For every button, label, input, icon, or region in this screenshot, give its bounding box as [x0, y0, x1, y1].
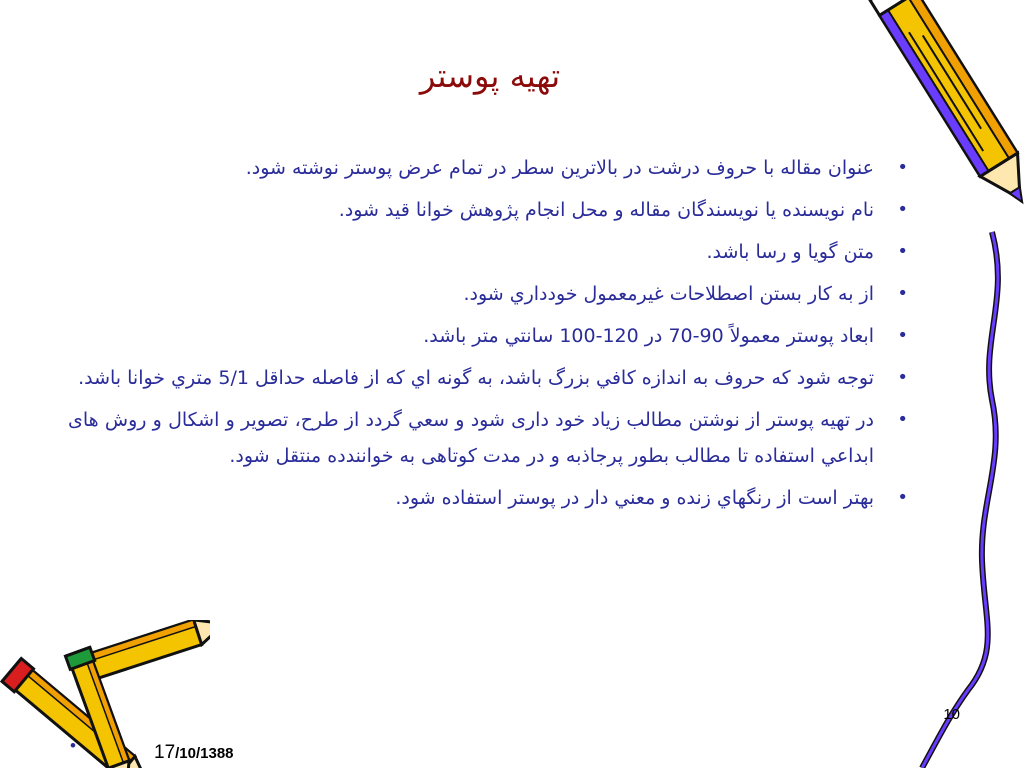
- bullet-marker: •: [897, 241, 908, 262]
- bullet-marker: •: [897, 487, 908, 508]
- bullet-marker: •: [897, 367, 908, 388]
- bullet-marker: •: [897, 409, 908, 430]
- bullet-item: [68, 276, 914, 312]
- bullet-item: [68, 192, 914, 228]
- bullet-marker: •: [897, 157, 908, 178]
- bullet-list: [68, 150, 914, 522]
- bullet-item: [68, 234, 914, 270]
- bullet-item: [68, 360, 914, 396]
- bullet-marker: •: [897, 283, 908, 304]
- bullet-text: در تهيه پوستر از نوشتن مطالب زياد خود داری شود و سعي گردد از طرح، تصوير و اشكال و روش های ابداعي استفاده تا مطالب بطور پرجاذبه و در مدت كوتاهی به خوانندده منتقل شود.: [68, 409, 874, 467]
- slide-title: تهيه پوستر: [419, 57, 561, 95]
- bullet-text: ابعاد پوستر معمولاً 90-70 در 120-100 سانتي متر باشد.: [423, 325, 874, 347]
- page-number: 10: [943, 706, 960, 723]
- bullet-text: بهتر است از رنگهاي زنده و معني دار در پوستر استفاده شود.: [395, 487, 874, 509]
- footer-date-day: 17: [154, 742, 176, 763]
- bullet-item: [68, 150, 914, 186]
- bullet-text: توجه شود كه حروف به اندازه كافي بزرگ باشد، به گونه اي كه از فاصله حداقل 5/1 متري خوانا باشد.: [78, 367, 874, 389]
- bullet-item: [68, 480, 914, 516]
- bullet-marker: •: [897, 325, 908, 346]
- footer-date-rest: /10/1388: [175, 745, 234, 762]
- bullet-text: نام نويسنده يا نويسندگان مقاله و محل انجام پژوهش خوانا قيد شود.: [338, 199, 874, 221]
- bullet-item: [68, 402, 914, 474]
- footer-bullet-marker: •: [70, 736, 76, 755]
- bullet-text: عنوان مقاله با حروف درشت در بالاترين سطر در تمام عرض پوستر نوشته شود.: [245, 157, 874, 179]
- bullet-text: متن گويا و رسا باشد.: [706, 241, 874, 263]
- bullet-marker: •: [897, 199, 908, 220]
- bullet-text: از به كار بستن اصطلاحات غيرمعمول خودداري شود.: [463, 283, 874, 305]
- bullet-item: [68, 318, 914, 354]
- footer-date: [154, 742, 234, 764]
